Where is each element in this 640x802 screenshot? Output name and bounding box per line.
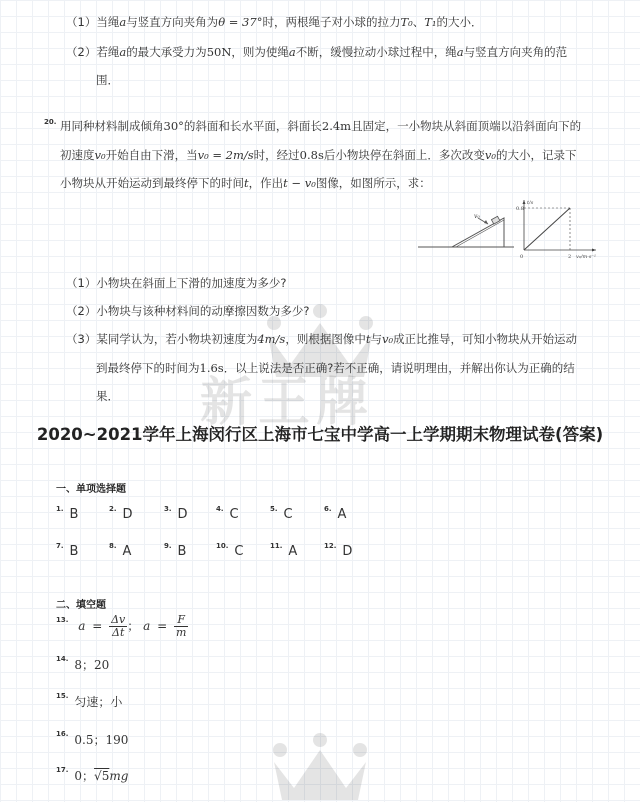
choice-answer	[270, 505, 293, 522]
choice-answer-number: 3.	[164, 505, 172, 513]
choice-answer-number: 11.	[270, 542, 283, 550]
choice-answer-number: 5.	[270, 505, 278, 513]
incline-v0-label: v₀	[474, 213, 480, 220]
choice-answer	[109, 542, 131, 559]
choice-answer	[324, 505, 346, 522]
choice-answer	[109, 505, 133, 522]
choice-answer	[270, 542, 297, 559]
choice-answer-value: D	[122, 507, 133, 522]
question-number: 20.	[44, 118, 57, 126]
choice-answer-number: 2.	[109, 505, 117, 513]
q20-line1: 用同种材料制成倾角30°的斜面和长水平面，斜面长2.4m且固定，一小物块从斜面顶端以沿斜面向下的	[60, 119, 582, 133]
section-heading-choice: 一、单项选择题	[56, 484, 126, 495]
choice-answer-number: 1.	[56, 505, 64, 513]
choice-answer-value: C	[283, 507, 293, 522]
fraction-f-m: $\frac{F}{m}$	[176, 613, 187, 639]
choice-answer-value: C	[234, 544, 244, 559]
answer-14: $^{14.}$ 8；20	[56, 655, 110, 672]
answer-17: $^{17.}$ 0；√5mg	[56, 766, 129, 783]
choice-answer-number: 4.	[216, 505, 224, 513]
choice-answer	[216, 542, 243, 559]
q19-part2-line2: 围．	[96, 73, 119, 87]
choice-answer	[216, 505, 239, 522]
choice-answer-number: 8.	[109, 542, 117, 550]
answer-13: $^{13.}$ a = $\frac{\Delta v}{\Delta t}$ ； a = $\frac{F}{m}$	[56, 613, 187, 639]
choice-answer-value: A	[122, 544, 132, 559]
choice-answer-number: 6.	[324, 505, 332, 513]
q20-line2: 初速度v₀开始自由下滑，当v₀ = 2m/s时，经过0.8s后小物块停在斜面上．多次改变v₀的大小，记录下	[60, 148, 577, 162]
choice-answer-value: A	[337, 507, 347, 522]
graph-y-tick: 0.8	[516, 206, 524, 212]
q19-part2: （2）若绳a的最大承受力为50N，则为使绳a不断，缓慢拉动小球过程中，绳a与竖直方向夹角的范	[66, 45, 568, 59]
graph-y-axis-label: t/s	[527, 200, 534, 206]
q19-part1: （1）当绳a与竖直方向夹角为θ = 37°时，两根绳子对小球的拉力T₀、T₁的大小．	[66, 15, 483, 29]
section-heading-fill: 二、填空题	[56, 600, 106, 611]
choice-answer-value: D	[342, 544, 353, 559]
choice-answer	[56, 542, 78, 559]
q20-sub3-line2: 到最终停下的时间为1.6s．以上说法是否正确?若不正确，请说明理由，并解出你认为正确的结	[96, 361, 575, 375]
watermark-text: 新王牌	[200, 373, 375, 433]
choice-answer-value: B	[69, 507, 79, 522]
q20-sub3-line3: 果．	[96, 389, 119, 403]
fraction-dv-dt: $\frac{\Delta v}{\Delta t}$	[111, 613, 126, 639]
graph-x-axis-label: v₀/m·s⁻¹	[576, 254, 597, 260]
incline-figure	[416, 206, 516, 256]
choice-answer-number: 12.	[324, 542, 337, 550]
choice-answer-number: 10.	[216, 542, 229, 550]
choice-answer-value: D	[177, 507, 188, 522]
choice-answer-value: C	[229, 507, 239, 522]
q20-sub3: （3）某同学认为，若小物块初速度为4m/s，则根据图像中t与v₀成正比推导，可知小物块从开始运动	[66, 332, 578, 346]
t-v0-graph	[516, 198, 600, 260]
graph-x-tick: 2	[568, 254, 572, 260]
answer-title: 2020~2021学年上海闵行区上海市七宝中学高一上学期期末物理试卷(答案)	[36, 425, 604, 444]
choice-answer	[56, 505, 78, 522]
answer-15: $^{15.}$ 匀速；小	[56, 692, 123, 709]
choice-answer-value: B	[177, 544, 187, 559]
choice-answer	[164, 505, 188, 522]
graph-origin: 0	[520, 254, 524, 260]
q20-sub1: （1）小物块在斜面上下滑的加速度为多少?	[66, 276, 287, 290]
answer-16: $^{16.}$ 0.5；190	[56, 730, 129, 747]
q20-sub2: （2）小物块与该种材料间的动摩擦因数为多少?	[66, 304, 310, 318]
choice-answer	[164, 542, 186, 559]
choice-answer-number: 9.	[164, 542, 172, 550]
choice-answer-value: B	[69, 544, 79, 559]
choice-answer-number: 7.	[56, 542, 64, 550]
choice-answer	[324, 542, 352, 559]
choice-answer-value: A	[288, 544, 298, 559]
q20-line3: 小物块从开始运动到最终停下的时间t，作出t − v₀图像，如图所示，求：	[60, 176, 431, 190]
